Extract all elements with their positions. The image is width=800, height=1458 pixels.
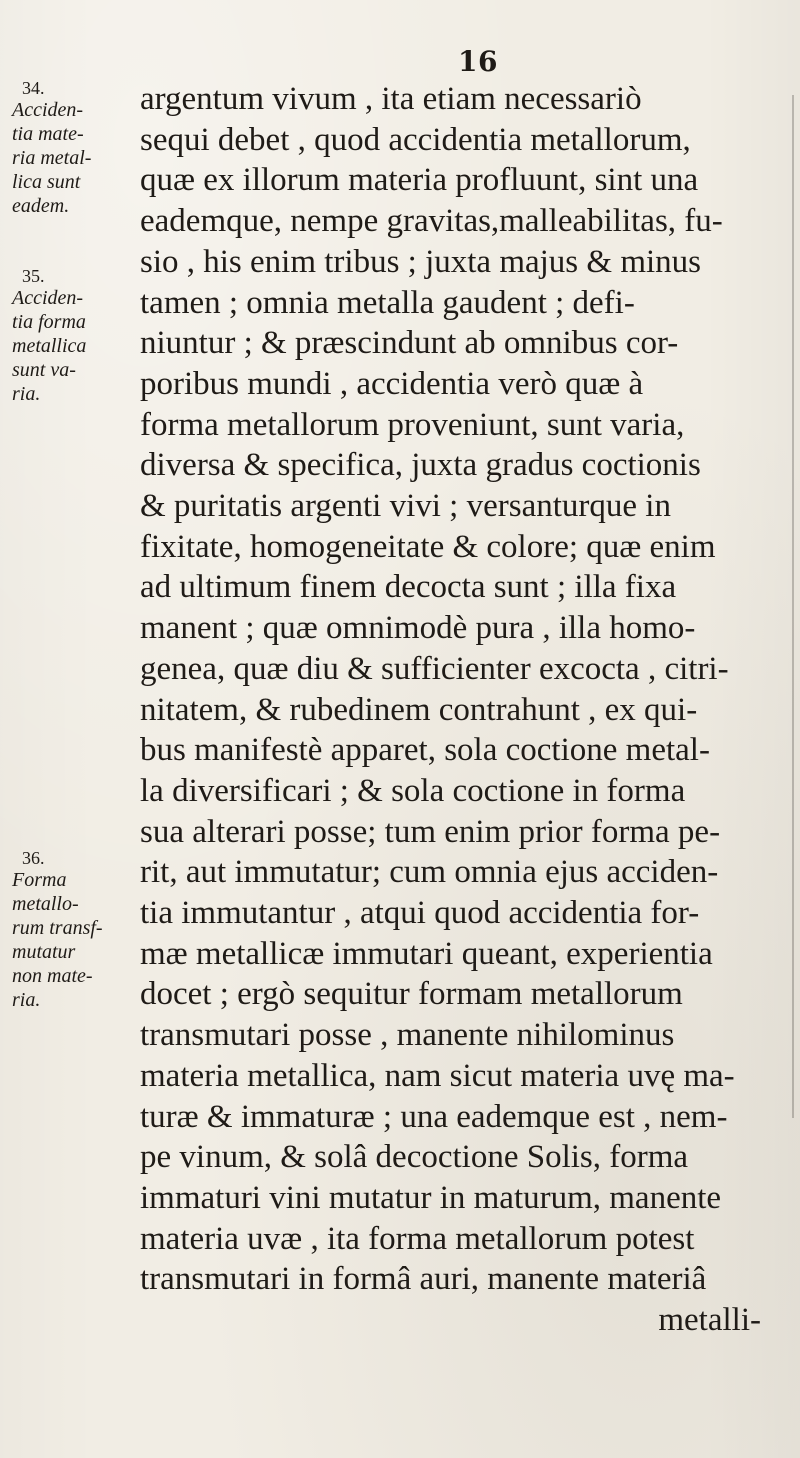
body-line: tia immutantur , atqui quod accidentia for- xyxy=(140,895,700,932)
page-number: 16 xyxy=(458,45,498,78)
body-line: manent ; quæ omnimodè pura , illa homo- xyxy=(140,610,696,647)
margin-note-34 xyxy=(12,78,120,218)
margin-note-line: Acciden- xyxy=(12,287,84,309)
margin-note-line: Acciden- xyxy=(12,99,84,121)
body-line: transmutari posse , manente nihilominus xyxy=(140,1017,675,1054)
body-line: tamen ; omnia metalla gaudent ; defi- xyxy=(140,284,635,321)
margin-note-line: metallica xyxy=(12,335,87,357)
body-line: materia uvæ , ita forma metallorum potest xyxy=(140,1220,695,1257)
body-line: eademque, nempe gravitas,malleabilitas, fu- xyxy=(140,203,723,240)
body-line: pe vinum, & solâ decoctione Solis, forma xyxy=(140,1139,689,1176)
body-line: bus manifestè apparet, sola coctione metal- xyxy=(140,732,710,769)
body-line: forma metallorum proveniunt, sunt varia, xyxy=(140,406,685,443)
margin-note-line: Forma xyxy=(12,869,67,891)
margin-note-line: non mate- xyxy=(12,965,93,987)
margin-note-line: eadem. xyxy=(12,195,70,217)
margin-note-line: tia forma xyxy=(12,311,86,333)
margin-note-line: ria. xyxy=(12,989,41,1011)
margin-note-number: 34. xyxy=(22,78,45,98)
margin-note-line: metallo- xyxy=(12,893,79,915)
body-line: materia metallica, nam sicut materia uvę ma- xyxy=(140,1057,735,1094)
margin-note-line: rum transf- xyxy=(12,917,103,939)
page-edge-line xyxy=(792,95,794,1118)
body-line: mæ metallicæ immutari queant, experientia xyxy=(140,935,713,972)
margin-note-line: ria. xyxy=(12,383,41,405)
body-line: argentum vivum , ita etiam necessariò xyxy=(140,81,642,117)
body-line: fixitate, homogeneitate & colore; quæ enim xyxy=(140,528,716,565)
margin-note-line: tia mate- xyxy=(12,123,84,145)
margin-note-number: 35. xyxy=(22,266,45,286)
body-line: rit, aut immutatur; cum omnia ejus acciden- xyxy=(140,854,719,891)
body-line: ad ultimum finem decocta sunt ; illa fixa xyxy=(140,569,677,606)
body-line: genea, quæ diu & sufficienter excocta , citri- xyxy=(140,650,729,687)
body-line: turæ & immaturæ ; una eademque est , nem- xyxy=(140,1098,728,1135)
body-line: sequi debet , quod accidentia metallorum, xyxy=(140,121,691,158)
margin-note-line: sunt va- xyxy=(12,359,76,381)
body-line: niuntur ; & præscindunt ab omnibus cor- xyxy=(140,325,679,362)
margin-note-line: mutatur xyxy=(12,941,76,963)
margin-note-line: ria metal- xyxy=(12,147,92,169)
margin-note-35 xyxy=(12,266,120,406)
catchword: metalli- xyxy=(658,1302,761,1339)
margin-note-36 xyxy=(12,848,120,1012)
body-line: sua alterari posse; tum enim prior forma pe- xyxy=(140,813,721,850)
body-line: la diversificari ; & sola coctione in forma xyxy=(140,772,686,809)
body-line: transmutari in formâ auri, manente materiâ xyxy=(140,1261,707,1298)
body-line: & puritatis argenti vivi ; versanturque in xyxy=(140,488,671,525)
body-line: immaturi vini mutatur in maturum, manente xyxy=(140,1179,722,1216)
body-line: quæ ex illorum materia profluunt, sint una xyxy=(140,162,699,199)
body-line: poribus mundi , accidentia verò quæ à xyxy=(140,365,644,402)
body-line: docet ; ergò sequitur formam metallorum xyxy=(140,976,683,1013)
body-line: sio , his enim tribus ; juxta majus & minus xyxy=(140,243,701,280)
margin-note-line: lica sunt xyxy=(12,171,81,193)
body-text xyxy=(140,79,795,1341)
margin-note-number: 36. xyxy=(22,848,45,868)
body-line: diversa & specifica, juxta gradus coctionis xyxy=(140,447,701,484)
body-line: nitatem, & rubedinem contrahunt , ex qui- xyxy=(140,691,698,728)
